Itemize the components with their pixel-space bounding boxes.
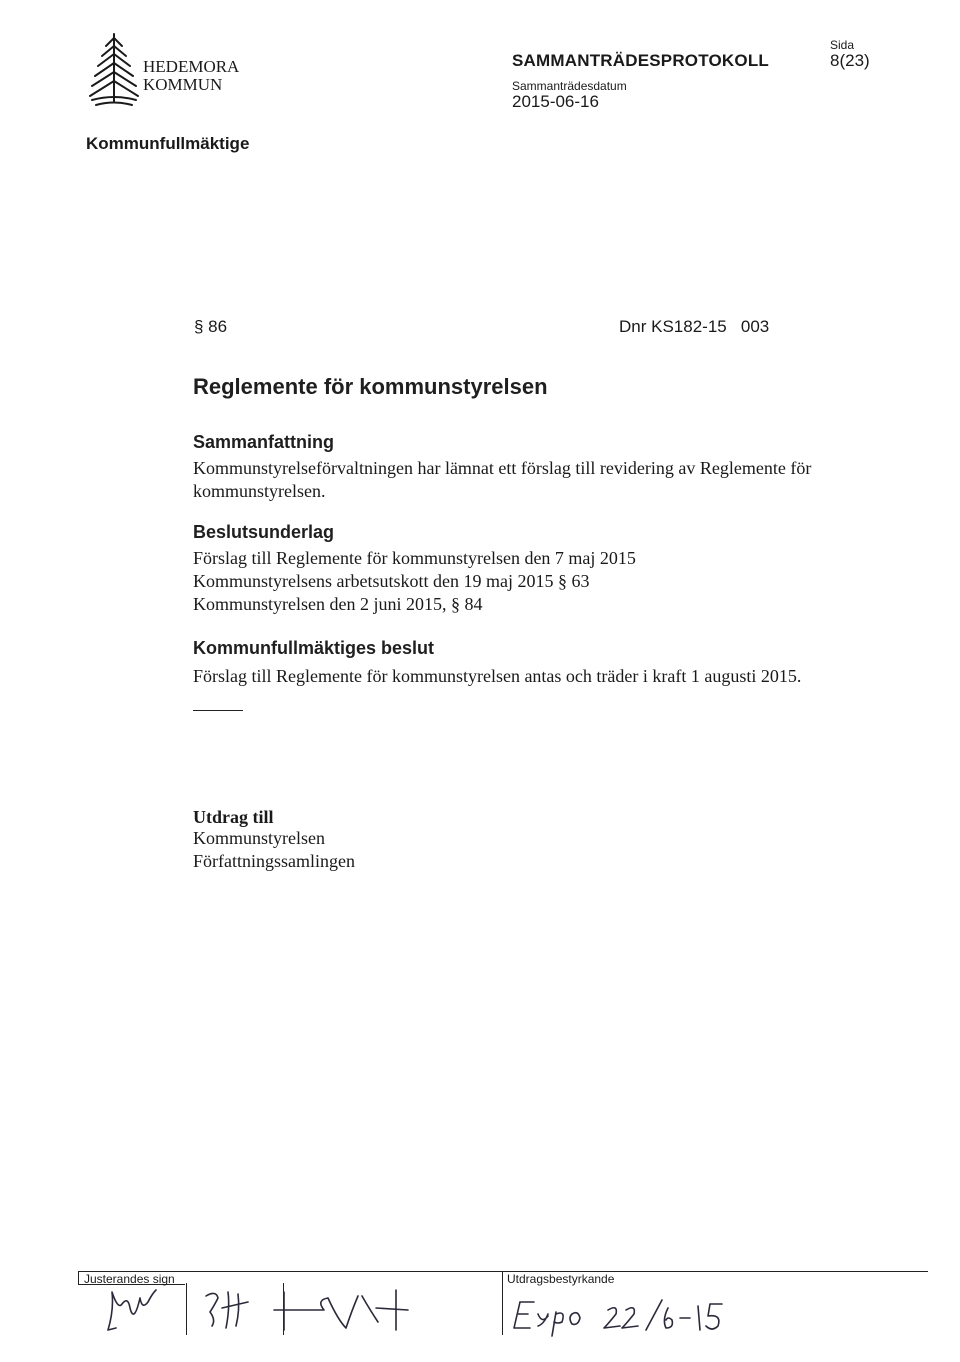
- extract-certification-label: Utdragsbestyrkande: [507, 1272, 615, 1286]
- municipality-logo: [86, 30, 256, 110]
- summary-heading: Sammanfattning: [193, 432, 335, 452]
- handwritten-note: [514, 1300, 722, 1336]
- signature-1: [108, 1290, 156, 1330]
- signatures-area: [78, 1280, 938, 1340]
- signature-2: [206, 1292, 248, 1328]
- basis-list: [193, 547, 636, 616]
- meeting-date-value: 2015-06-16: [512, 92, 599, 111]
- page-number: 8(23): [830, 51, 870, 70]
- meeting-date-label: Sammanträdesdatum: [512, 79, 627, 93]
- tree-logo-icon: [86, 30, 256, 110]
- logo-text-line1: HEDEMORA: [143, 57, 240, 76]
- committee-name: Kommunfullmäktige: [86, 134, 250, 153]
- protocol-title: SAMMANTRÄDESPROTOKOLL: [512, 51, 769, 70]
- recipient-item: Författningssamlingen: [193, 851, 355, 871]
- diary-number: Dnr KS182-15 003: [619, 317, 770, 336]
- page-label: Sida: [830, 38, 855, 52]
- extract-heading: Utdrag till: [193, 807, 274, 827]
- basis-item: Kommunstyrelsens arbetsutskott den 19 maj 2015 § 63: [193, 571, 590, 591]
- handwritten-signatures: [78, 1280, 938, 1340]
- summary-text: Kommunstyrelseförvaltningen har lämnat ett förslag till revidering av Reglemente för kommunstyrelsen.: [193, 458, 812, 501]
- footer-rule: [78, 1271, 928, 1272]
- decision-heading: Kommunfullmäktiges beslut: [193, 638, 435, 658]
- decision-text: Förslag till Reglemente för kommunstyrelsen antas och träder i kraft 1 augusti 2015.: [193, 666, 802, 686]
- signature-3: [274, 1290, 408, 1330]
- extract-recipients: [193, 827, 355, 873]
- recipient-item: Kommunstyrelsen: [193, 828, 325, 848]
- end-rule: [193, 710, 243, 711]
- item-title: Reglemente för kommunstyrelsen: [193, 374, 548, 399]
- paragraph-number: § 86: [194, 317, 228, 336]
- basis-heading: Beslutsunderlag: [193, 522, 335, 542]
- basis-item: Kommunstyrelsen den 2 juni 2015, § 84: [193, 594, 483, 614]
- basis-item: Förslag till Reglemente för kommunstyrelsen den 7 maj 2015: [193, 548, 636, 568]
- logo-text-line2: KOMMUN: [143, 75, 223, 94]
- adjuster-signature-label: Justerandes sign: [84, 1272, 175, 1286]
